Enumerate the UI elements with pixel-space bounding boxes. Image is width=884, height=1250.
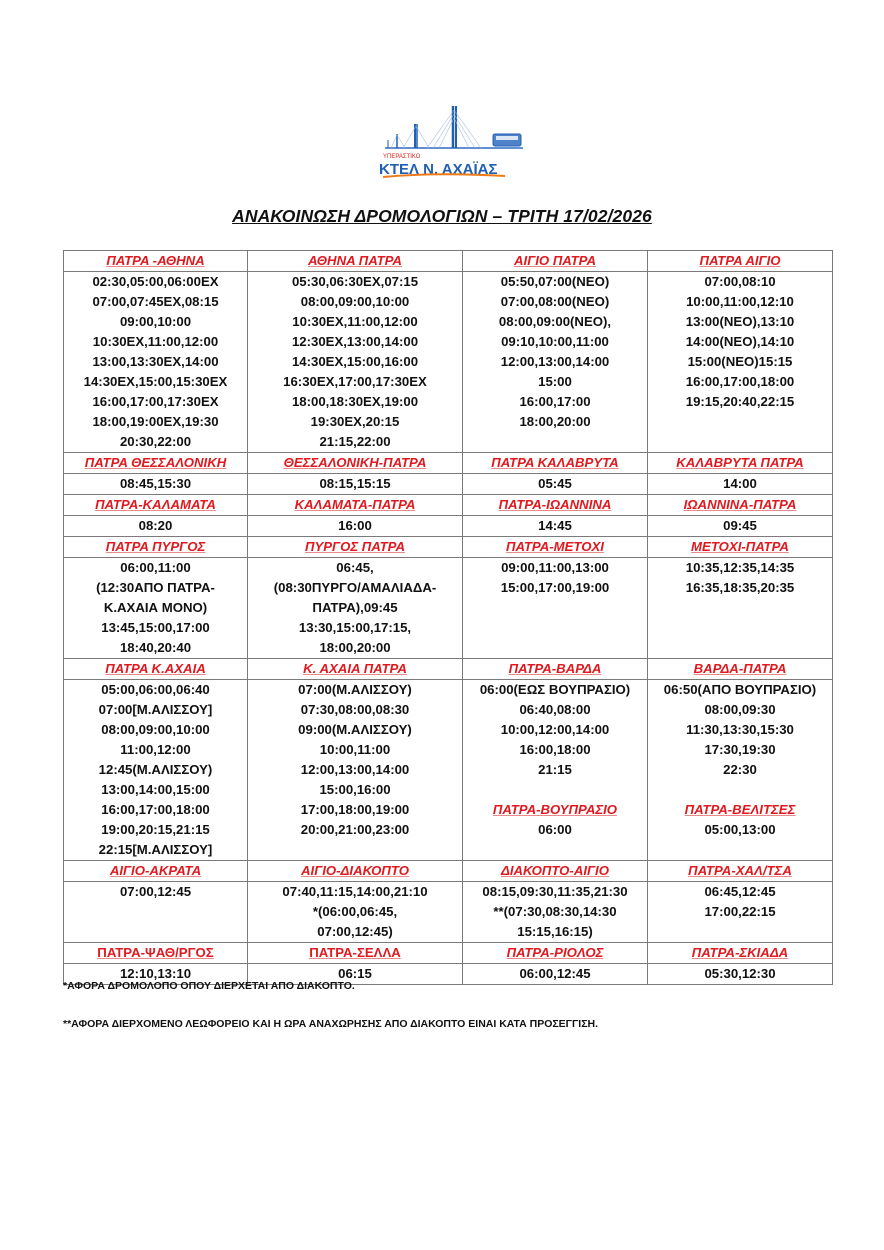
route-name: ΠΑΤΡΑ ΑΙΓΙΟ (648, 251, 833, 272)
departure-times: 06:50(ΑΠΟ ΒΟΥΠΡΑΣΙΟ) (663, 682, 817, 697)
schedule-table (63, 250, 833, 985)
departure-times: 06:40,08:00 (519, 702, 591, 717)
departure-times: 19:15,20:40,22:15 (685, 394, 795, 409)
departure-times: 15:00,16:00 (319, 782, 391, 797)
departure-times: 14:30ΕΧ,15:00,15:30ΕΧ (83, 374, 228, 389)
departure-times: 22:15[Μ.ΑΛΙΣΣΟΥ] (98, 842, 213, 857)
departure-times: 12:30ΕΧ,13:00,14:00 (291, 334, 419, 349)
route-times-cell (463, 680, 648, 861)
route-times-cell (463, 882, 648, 943)
departure-times: (08:30ΠΥΡΓΟ/ΑΜΑΛΙΑΔΑ- (273, 580, 437, 595)
departure-times: 20:30,22:00 (119, 434, 192, 449)
route-name: ΠΑΤΡΑ -ΑΘΗΝΑ (64, 251, 248, 272)
route-name: ΜΕΤΟΧΙ-ΠΑΤΡΑ (648, 537, 833, 558)
departure-times: 16:00,17:00,18:00 (685, 374, 795, 389)
route-name: ΠΑΤΡΑ-ΜΕΤΟΧΙ (463, 537, 648, 558)
departure-times: 22:30 (723, 762, 757, 777)
departure-times: 06:15 (338, 966, 372, 981)
route-times-row (64, 558, 833, 659)
departure-times: 10:00,11:00 (319, 742, 391, 757)
departure-times: 12:45(Μ.ΑΛΙΣΣΟΥ) (98, 762, 213, 777)
route-times-cell (648, 272, 833, 453)
route-header-row (64, 659, 833, 680)
departure-times: 07:00[Μ.ΑΛΙΣΣΟΥ] (98, 702, 213, 717)
departure-times: 11:30,13:30,15:30 (686, 722, 794, 737)
route-name: ΠΑΤΡΑ-ΧΑΛ/ΤΣΑ (648, 861, 833, 882)
departure-times: 16:00,18:00 (519, 742, 591, 757)
departure-times: 05:00,13:00 (704, 822, 776, 837)
route-header-row (64, 251, 833, 272)
route-times-cell (648, 882, 833, 943)
departure-times: 07:30,08:00,08:30 (300, 702, 410, 717)
departure-times: 10:30ΕΧ,11:00,12:00 (292, 314, 418, 329)
departure-times: 07:00,12:45 (119, 884, 192, 899)
departure-times: 14:30ΕΧ,15:00,16:00 (291, 354, 419, 369)
route-times-cell (64, 474, 248, 495)
route-header-row (64, 453, 833, 474)
departure-times: 16:00,17:00,17:30ΕΧ (92, 394, 219, 409)
footnote-single-asterisk: *ΑΦΟΡΑ ΔΡΟΜΟΛΟΠΟ ΟΠΟΥ ΔΙΕΡΧΕΤΑΙ ΑΠΟ ΔΙΑΚΟΠΤΟ. (63, 980, 355, 992)
route-times-cell (463, 964, 648, 985)
departure-times: ΠΑΤΡΑ),09:45 (312, 600, 398, 615)
departure-times: 07:00(Μ.ΑΛΙΣΣΟΥ) (298, 682, 412, 697)
departure-times: (12:30ΑΠΟ ΠΑΤΡΑ- (96, 580, 215, 595)
departure-times: 10:30ΕΧ,11:00,12:00 (92, 334, 219, 349)
route-times-cell (648, 516, 833, 537)
route-times-cell (648, 964, 833, 985)
departure-times: 16:30ΕΧ,17:00,17:30ΕΧ (283, 374, 427, 389)
route-times-cell (64, 882, 248, 943)
route-name: ΠΑΤΡΑ-ΒΟΥΠΡΑΣΙΟ (492, 802, 618, 817)
departure-times: 08:00,09:00,10:00 (101, 722, 210, 737)
route-times-cell (64, 558, 248, 659)
route-name: ΑΙΓΙΟ ΠΑΤΡΑ (463, 251, 648, 272)
announcement-title: ΑΝΑΚΟΙΝΩΣΗ ΔΡΟΜΟΛΟΓΙΩΝ – ΤΡΙΤΗ 17/02/2026 (232, 206, 652, 226)
route-times-row (64, 516, 833, 537)
departure-times: 10:00,11:00,12:10 (686, 294, 794, 309)
departure-times: 18:00,20:00 (319, 640, 391, 655)
departure-times: Κ.ΑΧΑΙΑ ΜΟΝΟ) (103, 600, 208, 615)
departure-times: 16:00,17:00,18:00 (101, 802, 210, 817)
route-times-cell (248, 516, 463, 537)
route-times-cell (463, 516, 648, 537)
departure-times: 19:30ΕΧ,20:15 (310, 414, 400, 429)
route-header-row (64, 943, 833, 964)
departure-times: 13:30,15:00,17:15, (298, 620, 412, 635)
route-name: ΠΑΤΡΑ-ΨΑΘ/ΡΓΟΣ (64, 943, 248, 964)
route-times-cell (248, 680, 463, 861)
route-times-cell (463, 272, 648, 453)
departure-times: 08:00,09:30 (704, 702, 776, 717)
departure-times: 20:00,21:00,23:00 (300, 822, 410, 837)
departure-times: 17:00,18:00,19:00 (300, 802, 410, 817)
departure-times: 10:35,12:35,14:35 (685, 560, 795, 575)
route-name: ΠΑΤΡΑ-ΚΑΛΑΜΑΤΑ (64, 495, 248, 516)
departure-times: 07:00,08:10 (704, 274, 776, 289)
route-name: ΠΥΡΓΟΣ ΠΑΤΡΑ (248, 537, 463, 558)
departure-times: 18:00,19:00ΕΧ,19:30 (92, 414, 219, 429)
route-name: ΠΑΤΡΑ ΘΕΣΣΑΛΟΝΙΚΗ (64, 453, 248, 474)
route-name: ΠΑΤΡΑ ΠΥΡΓΟΣ (64, 537, 248, 558)
departure-times: *(06:00,06:45, (312, 904, 398, 919)
departure-times: 06:00,11:00 (120, 560, 191, 575)
departure-times: 15:00(ΝΕΟ)15:15 (687, 354, 793, 369)
departure-times: 13:00(ΝΕΟ),13:10 (685, 314, 795, 329)
route-name: ΑΙΓΙΟ-ΔΙΑΚΟΠΤΟ (248, 861, 463, 882)
departure-times: 06:00,12:45 (519, 966, 591, 981)
departure-times: 06:00 (538, 822, 572, 837)
departure-times: 09:10,10:00,11:00 (501, 334, 609, 349)
route-name: ΠΑΤΡΑ-ΒΕΛΙΤΣΕΣ (684, 802, 796, 817)
departure-times: 13:00,13:30ΕΧ,14:00 (92, 354, 219, 369)
ktel-achaias-logo (375, 100, 525, 180)
departure-times: 08:15,15:15 (319, 476, 391, 491)
departure-times: 02:30,05:00,06:00ΕΧ (92, 274, 219, 289)
departure-times: 13:00,14:00,15:00 (101, 782, 210, 797)
departure-times: 12:10,13:10 (119, 966, 192, 981)
route-times-row (64, 680, 833, 861)
departure-times: 05:30,12:30 (704, 966, 776, 981)
route-times-cell (64, 516, 248, 537)
route-times-cell (64, 272, 248, 453)
route-name: ΠΑΤΡΑ-ΒΑΡΔΑ (463, 659, 648, 680)
departure-times: 16:00 (338, 518, 372, 533)
departure-times: 13:45,15:00,17:00 (101, 620, 210, 635)
departure-times: 21:15,22:00 (319, 434, 391, 449)
departure-times: 17:30,19:30 (704, 742, 776, 757)
route-times-row (64, 882, 833, 943)
logo-brand-text: ΚΤΕΛ Ν. ΑΧΑΪΑΣ (379, 161, 498, 178)
route-name: ΠΑΤΡΑ ΚΑΛΑΒΡΥΤΑ (463, 453, 648, 474)
route-times-cell (248, 558, 463, 659)
departure-times: 07:00,12:45) (317, 924, 393, 939)
route-times-cell (248, 474, 463, 495)
route-times-cell (463, 474, 648, 495)
departure-times: 06:00(ΕΩΣ ΒΟΥΠΡΑΣΙΟ) (479, 682, 631, 697)
departure-times: 09:00(Μ.ΑΛΙΣΣΟΥ) (298, 722, 412, 737)
route-name: ΑΙΓΙΟ-ΑΚΡΑΤΑ (64, 861, 248, 882)
departure-times: 05:30,06:30ΕΧ,07:15 (291, 274, 419, 289)
route-name: ΠΑΤΡΑ Κ.ΑΧΑΙΑ (64, 659, 248, 680)
departure-times: 19:00,20:15,21:15 (101, 822, 210, 837)
departure-times: 12:00,13:00,14:00 (500, 354, 610, 369)
route-name: ΠΑΤΡΑ-ΣΕΛΛΑ (248, 943, 463, 964)
route-name: ΚΑΛΑΜΑΤΑ-ΠΑΤΡΑ (248, 495, 463, 516)
departure-times: 09:00,11:00,13:00 (501, 560, 609, 575)
route-name: ΚΑΛΑΒΡΥΤΑ ΠΑΤΡΑ (648, 453, 833, 474)
route-name: ΠΑΤΡΑ-ΡΙΟΛΟΣ (463, 943, 648, 964)
route-name: ΒΑΡΔΑ-ΠΑΤΡΑ (648, 659, 833, 680)
departure-times: 05:45 (538, 476, 572, 491)
route-name: ΘΕΣΣΑΛΟΝΙΚΗ-ΠΑΤΡΑ (248, 453, 463, 474)
departure-times: 10:00,12:00,14:00 (500, 722, 610, 737)
route-times-cell (248, 272, 463, 453)
departure-times: 17:00,22:15 (704, 904, 776, 919)
departure-times: 14:00 (723, 476, 757, 491)
departure-times: 11:00,12:00 (120, 742, 191, 757)
departure-times: 12:00,13:00,14:00 (300, 762, 410, 777)
route-name: ΑΘΗΝΑ ΠΑΤΡΑ (248, 251, 463, 272)
route-times-cell (648, 680, 833, 861)
route-name: ΠΑΤΡΑ-ΣΚΙΑΔΑ (648, 943, 833, 964)
route-header-row (64, 495, 833, 516)
route-header-row (64, 537, 833, 558)
departure-times: 09:00,10:00 (119, 314, 192, 329)
departure-times: 07:00,08:00(ΝΕΟ) (500, 294, 610, 309)
departure-times: 21:15 (538, 762, 572, 777)
departure-times: 08:15,09:30,11:35,21:30 (482, 884, 628, 899)
departure-times: 18:00,20:00 (519, 414, 591, 429)
route-times-cell (648, 558, 833, 659)
route-name: Κ. ΑΧΑΙΑ ΠΑΤΡΑ (248, 659, 463, 680)
departure-times: 16:35,18:35,20:35 (685, 580, 795, 595)
departure-times: 06:45,12:45 (704, 884, 776, 899)
route-name: ΔΙΑΚΟΠΤΟ-ΑΙΓΙΟ (463, 861, 648, 882)
departure-times: 18:00,18:30ΕΧ,19:00 (291, 394, 419, 409)
departure-times: 05:50,07:00(ΝΕΟ) (500, 274, 610, 289)
departure-times: 16:00,17:00 (519, 394, 591, 409)
departure-times: **(07:30,08:30,14:30 (493, 904, 617, 919)
route-times-cell (64, 680, 248, 861)
departure-times: 07:00,07:45ΕΧ,08:15 (92, 294, 219, 309)
departure-times: 08:45,15:30 (119, 476, 192, 491)
departure-times: 07:40,11:15,14:00,21:10 (282, 884, 428, 899)
departure-times: 08:00,09:00,10:00 (300, 294, 410, 309)
departure-times: 09:45 (723, 518, 757, 533)
route-times-cell (248, 882, 463, 943)
route-times-cell (463, 558, 648, 659)
departure-times: 08:00,09:00(ΝΕΟ), (498, 314, 612, 329)
departure-times: 14:00(ΝΕΟ),14:10 (685, 334, 795, 349)
route-times-row (64, 474, 833, 495)
departure-times: 18:40,20:40 (119, 640, 192, 655)
footnote-double-asterisk: **ΑΦΟΡΑ ΔΙΕΡΧΟΜΕΝΟ ΛΕΩΦΟΡΕΙΟ ΚΑΙ Η ΩΡΑ ΑΝΑΧΩΡΗΣΗΣ ΑΠΟ ΔΙΑΚΟΠΤΟ ΕΙΝΑΙ ΚΑΤΑ ΠΡΟΣΕΓΓΙΣΗ. (63, 1018, 599, 1030)
departure-times: 06:45, (336, 560, 374, 575)
logo-small-text: ΥΠΕΡΑΣΤΙΚΟ (383, 154, 421, 160)
departure-times: 05:00,06:00,06:40 (101, 682, 210, 697)
departure-times: 15:00 (538, 374, 572, 389)
route-times-cell (648, 474, 833, 495)
bridge-bus-logo-icon (375, 100, 525, 180)
departure-times: 08:20 (138, 518, 173, 533)
route-name: ΠΑΤΡΑ-ΙΩΑΝΝΙΝΑ (463, 495, 648, 516)
route-times-row (64, 272, 833, 453)
route-header-row (64, 861, 833, 882)
departure-times: 15:15,16:15) (517, 924, 593, 939)
departure-times: 15:00,17:00,19:00 (500, 580, 610, 595)
departure-times: 14:45 (538, 518, 572, 533)
route-name: ΙΩΑΝΝΙΝΑ-ΠΑΤΡΑ (648, 495, 833, 516)
